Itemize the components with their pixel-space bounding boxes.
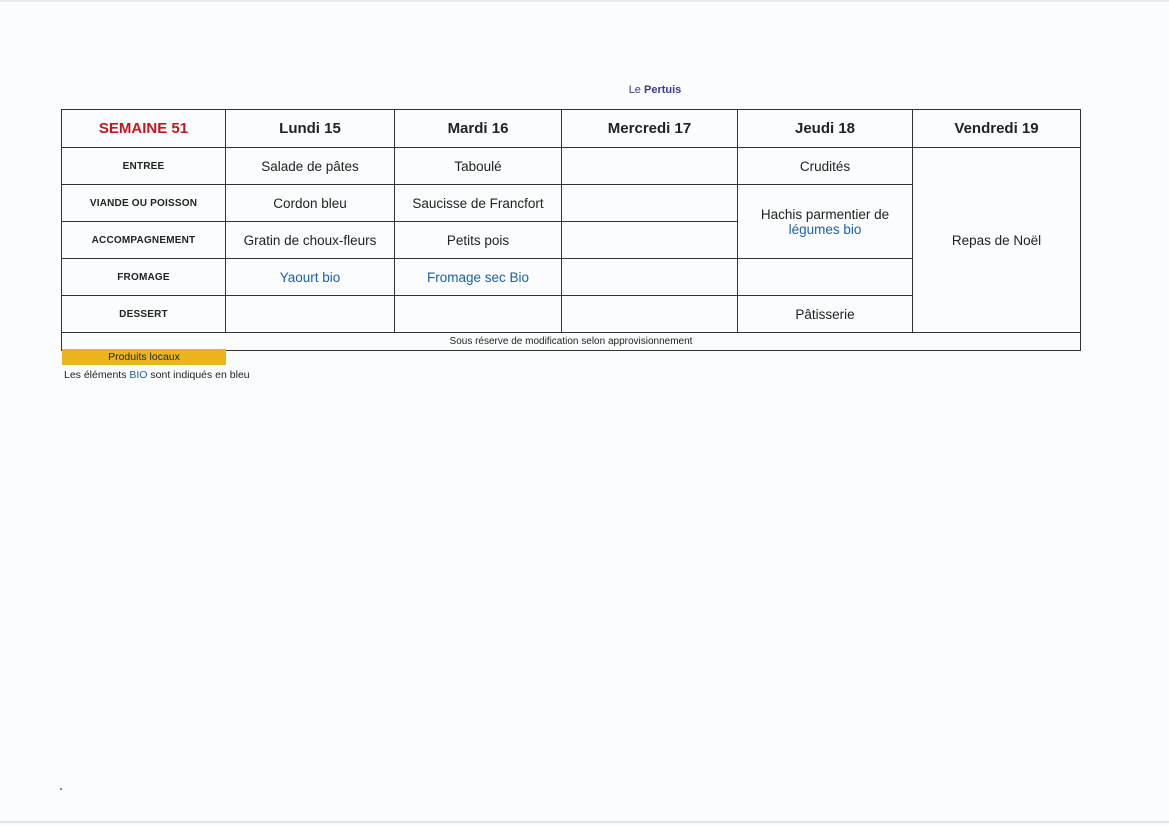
row-label-dessert: DESSERT — [62, 296, 226, 333]
menu-cell — [395, 296, 562, 333]
menu-table — [61, 109, 1081, 351]
legend-bio — [64, 369, 250, 381]
menu-cell: Yaourt bio — [226, 259, 395, 296]
page-speck — [60, 788, 62, 790]
menu-cell — [562, 148, 738, 185]
title-name: Pertuis — [644, 84, 682, 96]
menu-cell: Fromage sec Bio — [395, 259, 562, 296]
week-label: SEMAINE 51 — [62, 110, 226, 148]
menu-cell — [562, 259, 738, 296]
page-edge-bottom — [0, 821, 1169, 823]
note-row — [62, 333, 1081, 351]
title-prefix: Le — [628, 84, 641, 96]
menu-cell: Saucisse de Francfort — [395, 185, 562, 222]
day-header-lundi: Lundi 15 — [226, 110, 395, 148]
table-row — [62, 148, 1081, 185]
row-label-accompagnement: ACCOMPAGNEMENT — [62, 222, 226, 259]
document-title — [560, 84, 750, 96]
legend-bio-word: BIO — [129, 369, 148, 381]
menu-cell: Pâtisserie — [738, 296, 913, 333]
supply-note: Sous réserve de modification selon approvisionnement — [62, 333, 1081, 351]
header-row — [62, 110, 1081, 148]
menu-cell: Cordon bleu — [226, 185, 395, 222]
menu-cell — [562, 296, 738, 333]
page-edge-top — [0, 0, 1169, 2]
legend-local-products: Produits locaux — [62, 349, 226, 365]
legend-bio-prefix: Les éléments — [64, 369, 127, 381]
jeudi-main-line2: légumes bio — [788, 221, 862, 237]
menu-cell — [738, 259, 913, 296]
legend-bio-suffix: sont indiqués en bleu — [150, 369, 250, 381]
day-header-vendredi: Vendredi 19 — [913, 110, 1081, 148]
day-header-jeudi: Jeudi 18 — [738, 110, 913, 148]
menu-cell — [562, 185, 738, 222]
menu-cell: Taboulé — [395, 148, 562, 185]
row-label-entree: ENTREE — [62, 148, 226, 185]
day-header-mercredi: Mercredi 17 — [562, 110, 738, 148]
vendredi-merged-cell: Repas de Noël — [913, 148, 1081, 333]
menu-cell: Salade de pâtes — [226, 148, 395, 185]
jeudi-main-line1: Hachis parmentier de — [760, 206, 890, 222]
row-label-fromage: FROMAGE — [62, 259, 226, 296]
day-header-mardi: Mardi 16 — [395, 110, 562, 148]
menu-cell: Gratin de choux-fleurs — [226, 222, 395, 259]
menu-cell: Crudités — [738, 148, 913, 185]
menu-cell — [226, 296, 395, 333]
jeudi-merged-cell — [738, 185, 913, 259]
menu-cell: Petits pois — [395, 222, 562, 259]
row-label-viande: VIANDE OU POISSON — [62, 185, 226, 222]
menu-cell — [562, 222, 738, 259]
